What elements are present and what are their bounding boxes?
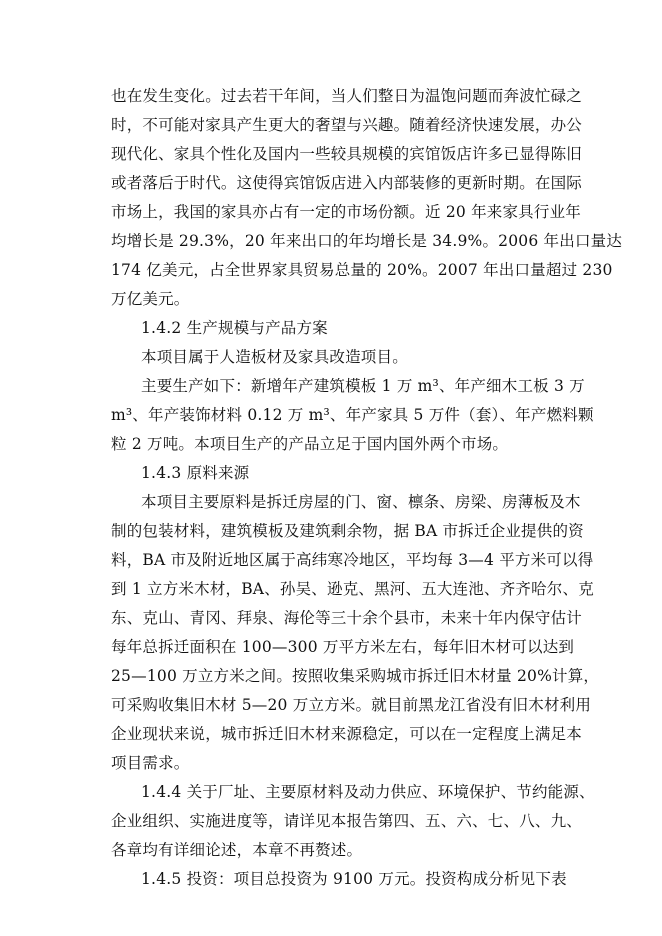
paragraph-line: 万亿美元。 (111, 290, 190, 308)
paragraph-line: 本项目主要原料是拆迁房屋的门、窗、檩条、房梁、房薄板及木 (141, 493, 581, 511)
paragraph-line: 项目需求。 (111, 754, 190, 772)
paragraph-line: 25—100 万立方米之间。按照收集采购城市拆迁旧木材量 20%计算， (111, 667, 600, 685)
paragraph-line: 到 1 立方米木材，BA、孙吴、逊克、黑河、五大连池、齐齐哈尔、克 (111, 580, 594, 598)
paragraph-line: 企业组织、实施进度等，请详见本报告第四、五、六、七、八、九、 (111, 812, 583, 830)
paragraph-line: 企业现状来说，城市拆迁旧木材来源稳定，可以在一定程度上满足本 (111, 725, 583, 743)
paragraph-line: 本项目属于人造板材及家具改造项目。 (141, 348, 408, 366)
paragraph-line: 可采购收集旧木材 5—20 万立方米。就目前黑龙江省没有旧木材利用 (111, 696, 592, 714)
paragraph-line: 每年总拆迁面积在 100—300 万平方米左右，每年旧木材可以达到 (111, 638, 575, 656)
paragraph-line: 制的包装材料，建筑模板及建筑剩余物，据 BA 市拆迁企业提供的资 (111, 522, 584, 540)
section-heading: 1.4.2 生产规模与产品方案 (141, 319, 328, 337)
paragraph-line: 或者落后于时代。这使得宾馆饭店进入内部装修的更新时期。在国际 (111, 174, 583, 192)
paragraph-line: 174 亿美元，占全世界家具贸易总量的 20%。2007 年出口量超过 230 (111, 261, 613, 279)
paragraph-line: 现代化、家具个性化及国内一些较具规模的宾馆饭店许多已显得陈旧 (111, 145, 583, 163)
paragraph-line: 均增长是 29.3%，20 年来出口的年均增长是 34.9%。2006 年出口量达 (111, 232, 623, 250)
paragraph-line: m³、年产装饰材料 0.12 万 m³、年产家具 5 万件（套）、年产燃料颗 (111, 406, 594, 424)
paragraph-line: 料，BA 市及附近地区属于高纬寒冷地区，平均每 3—4 平方米可以得 (111, 551, 594, 569)
section-heading: 1.4.5 投资：项目总投资为 9100 万元。投资构成分析见下表 (141, 870, 567, 888)
paragraph-line: 也在发生变化。过去若干年间，当人们整日为温饱问题而奔波忙碌之 (111, 87, 583, 105)
paragraph-line: 时，不可能对家具产生更大的奢望与兴趣。随着经济快速发展，办公 (111, 116, 583, 134)
paragraph-line: 粒 2 万吨。本项目生产的产品立足于国内国外两个市场。 (111, 435, 509, 453)
paragraph-line: 各章均有详细论述，本章不再赘述。 (111, 841, 363, 859)
paragraph-line: 市场上，我国的家具亦占有一定的市场份额。近 20 年来家具行业年 (111, 203, 581, 221)
paragraph-line: 东、克山、青冈、拜泉、海伦等三十余个县市，未来十年内保守估计 (111, 609, 583, 627)
paragraph-line: 主要生产如下：新增年产建筑模板 1 万 m³、年产细木工板 3 万 (141, 377, 585, 395)
section-heading: 1.4.4 关于厂址、主要原材料及动力供应、环境保护、节约能源、 (141, 783, 595, 801)
section-heading: 1.4.3 原料来源 (141, 464, 250, 482)
